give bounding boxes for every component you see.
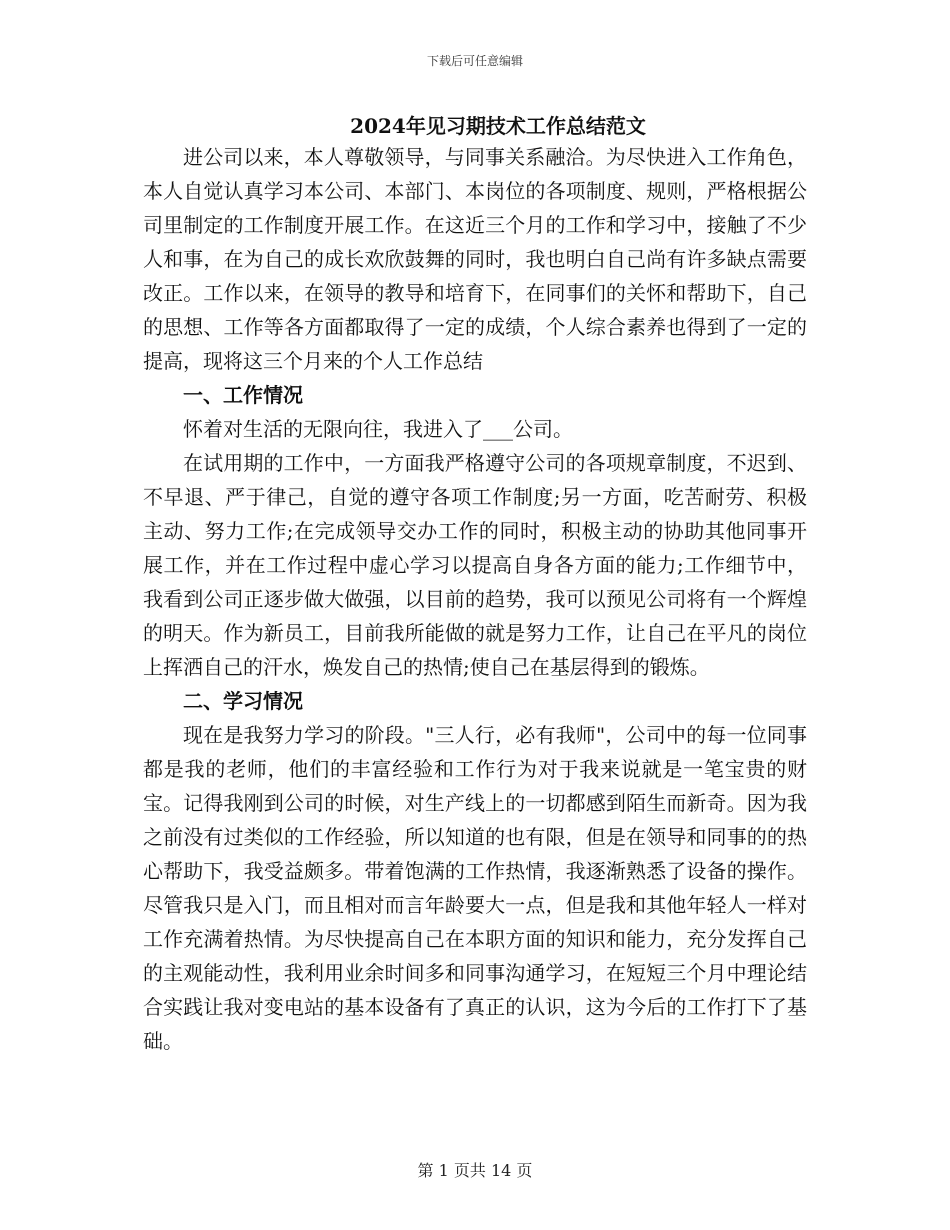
study-paragraph: 现在是我努力学习的阶段。"三人行，必有我师"，公司中的每一位同事都是我的老师，他们的丰富经验和工作行为对于我来说就是一笔宝贵的财宝。记得我刚到公司的时候，对生产线上的一切都感到陌生而新奇。因为我之前没有过类似的工作经验，所以知道的也有限，但是在领导和同事的的热心帮助下，我受益颇多。带着饱满的工作热情，我逐渐熟悉了设备的操作。尽管我只是入门，而且相对而言年龄要大一点，但是我和其他年轻人一样对工作充满着热情。为尽快提高自己在本职方面的知识和能力，充分发挥自己的主观能动性，我利用业余时间多和同事沟通学习，在短短三个月中理论结合实践让我对变电站的基本设备有了真正的认识，这为今后的工作打下了基础。: [143, 723, 807, 1053]
intro-paragraph: 进公司以来，本人尊敬领导，与同事关系融洽。为尽快进入工作角色，本人自觉认真学习本公司、本部门、本岗位的各项制度、规则，严格根据公司里制定的工作制度开展工作。在这近三个月的工作和学习中，接触了不少人和事，在为自己的成长欢欣鼓舞的同时，我也明白自己尚有许多缺点需要改正。工作以来，在领导的教导和培育下，在同事们的关怀和帮助下，自己的思想、工作等各方面都取得了一定的成绩，个人综合素养也得到了一定的提高，现将这三个月来的个人工作总结: [143, 145, 807, 373]
document-title: 2024年见习期技术工作总结范文: [350, 114, 646, 138]
header-note: 下载后可任意编辑: [426, 54, 523, 68]
section-heading-work: 一、工作情况: [183, 383, 303, 407]
work-paragraph: 怀着对生活的无限向往，我进入了___公司。: [183, 417, 573, 441]
work-paragraph: 在试用期的工作中，一方面我严格遵守公司的各项规章制度，不迟到、不早退、严于律己，自觉的遵守各项工作制度;另一方面，吃苦耐劳、积极主动、努力工作;在完成领导交办工作的同时，积极主动的协助其他同事开展工作，并在工作过程中虚心学习以提高自身各方面的能力;工作细节中，我看到公司正逐步做大做强，以目前的趋势，我可以预见公司将有一个辉煌的明天。作为新员工，目前我所能做的就是努力工作，让自己在平凡的岗位上挥洒自己的汗水，焕发自己的热情;使自己在基层得到的锻炼。: [143, 451, 807, 679]
page-number: 第 1 页共 14 页: [417, 1161, 533, 1180]
section-heading-study: 二、学习情况: [183, 689, 303, 713]
document-body: [143, 140, 807, 1058]
